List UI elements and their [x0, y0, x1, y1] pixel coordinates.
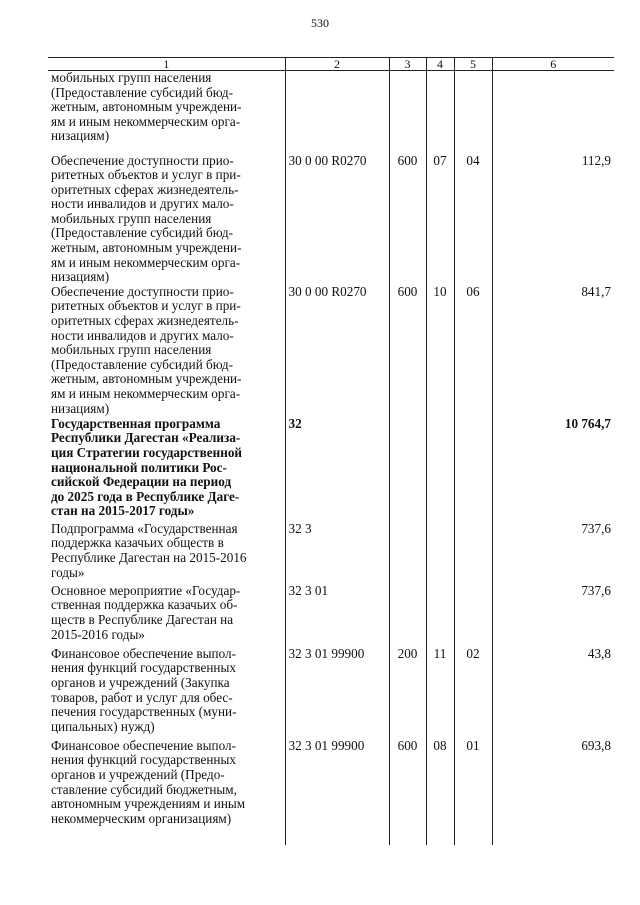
description-line: низациям) [51, 400, 110, 416]
amount-value: 737,6 [492, 584, 614, 647]
description-line: ственная поддержка казачьих об- [51, 597, 238, 613]
subsection-code: 01 [454, 739, 492, 845]
description-line: ципальных) нужд) [51, 718, 155, 734]
description-line: сийской Федерации на период [51, 474, 232, 490]
description-line: стан на 2015-2017 годы» [51, 503, 195, 519]
amount-value: 112,9 [492, 154, 614, 285]
expense-type-code [389, 522, 426, 584]
amount-value: 693,8 [492, 739, 614, 845]
table-row [48, 584, 614, 647]
expense-type-code [389, 417, 426, 522]
row-description [48, 417, 285, 522]
target-article-code: 32 [285, 417, 389, 522]
description-line: печения государственных (муни- [51, 704, 237, 720]
description-line: мобильных групп населения [51, 210, 212, 226]
section-code [426, 417, 454, 522]
amount-value: 43,8 [492, 647, 614, 739]
description-line: 2015-2016 годы» [51, 626, 145, 642]
description-line: (Предоставление субсидий бюд- [51, 84, 234, 100]
section-code [426, 584, 454, 647]
row-description [48, 647, 285, 739]
section-code: 08 [426, 739, 454, 845]
subsection-code: 02 [454, 647, 492, 739]
description-line: поддержка казачьих обществ в [51, 535, 224, 551]
description-line: мобильных групп населения [51, 70, 212, 85]
description-line: Финансовое обеспечение выпол- [51, 645, 236, 661]
description-line: низациям) [51, 128, 110, 144]
subsection-code [454, 71, 492, 154]
row-description [48, 285, 285, 417]
section-code: 10 [426, 285, 454, 417]
amount-value [492, 71, 614, 154]
description-line: товаров, работ и услуг для обес- [51, 689, 233, 705]
amount-value: 841,7 [492, 285, 614, 417]
description-line: национальной политики Рос- [51, 459, 227, 475]
expense-type-code: 600 [389, 154, 426, 285]
section-code [426, 71, 454, 154]
description-line: ности инвалидов и других мало- [51, 196, 234, 212]
expense-type-code [389, 71, 426, 154]
target-article-code: 32 3 01 99900 [285, 739, 389, 845]
description-line: Обеспечение доступности прио- [51, 283, 234, 299]
description-line: ям и иным некоммерческим орга- [51, 254, 241, 270]
page-number: 530 [311, 16, 329, 30]
description-line: жетным, автономным учреждени- [51, 240, 242, 256]
description-line: нения функций государственных [51, 660, 236, 676]
table-row [48, 285, 614, 417]
description-line: до 2025 года в Республике Даге- [51, 488, 240, 504]
section-code [426, 522, 454, 584]
section-code: 07 [426, 154, 454, 285]
target-article-code: 32 3 01 [285, 584, 389, 647]
description-line: ритетных объектов и услуг в при- [51, 298, 241, 314]
column-header-row [48, 58, 614, 71]
column-header: 1 [48, 58, 285, 71]
description-line: Обеспечение доступности прио- [51, 152, 234, 168]
description-line: ция Стратегии государственной [51, 445, 243, 461]
column-header: 6 [492, 58, 614, 71]
row-description [48, 584, 285, 647]
amount-value: 737,6 [492, 522, 614, 584]
description-line: мобильных групп населения [51, 342, 212, 358]
description-line: Государственная программа [51, 415, 221, 431]
row-description [48, 71, 285, 154]
expense-type-code: 600 [389, 739, 426, 845]
table-row [48, 647, 614, 739]
subsection-code: 06 [454, 285, 492, 417]
table-row [48, 522, 614, 584]
description-line: оритетных сферах жизнедеятель- [51, 313, 239, 329]
table-row [48, 154, 614, 285]
row-description [48, 522, 285, 584]
description-line: оритетных сферах жизнедеятель- [51, 181, 239, 197]
column-header: 3 [389, 58, 426, 71]
subsection-code [454, 417, 492, 522]
row-description [48, 739, 285, 845]
target-article-code: 30 0 00 R0270 [285, 285, 389, 417]
target-article-code: 32 3 [285, 522, 389, 584]
description-line: ности инвалидов и других мало- [51, 327, 234, 343]
description-line: (Предоставление субсидий бюд- [51, 225, 234, 241]
description-line: некоммерческим организациям) [51, 810, 232, 826]
table-row [48, 739, 614, 845]
budget-table [48, 57, 614, 845]
description-line: нения функций государственных [51, 752, 236, 768]
description-line: Республике Дагестан на 2015-2016 [51, 550, 247, 566]
description-line: ставление субсидий бюджетным, [51, 781, 237, 797]
expense-type-code [389, 584, 426, 647]
description-line: ям и иным некоммерческим орга- [51, 386, 241, 401]
description-line: жетным, автономным учреждени- [51, 99, 242, 115]
description-line: ществ в Республике Дагестан на [51, 612, 234, 628]
description-line: органов и учреждений (Закупка [51, 675, 230, 691]
column-header: 4 [426, 58, 454, 71]
target-article-code: 32 3 01 99900 [285, 647, 389, 739]
description-line: Финансовое обеспечение выпол- [51, 737, 236, 753]
description-line: жетным, автономным учреждени- [51, 371, 242, 387]
column-header: 5 [454, 58, 492, 71]
description-line: ям и иным некоммерческим орга- [51, 113, 241, 129]
subsection-code [454, 584, 492, 647]
table-row [48, 417, 614, 522]
description-line: органов и учреждений (Предо- [51, 767, 225, 783]
section-code: 11 [426, 647, 454, 739]
description-line: годы» [51, 564, 85, 580]
table-row [48, 71, 614, 154]
target-article-code [285, 71, 389, 154]
description-line: автономным учреждениям и иным [51, 796, 246, 812]
subsection-code: 04 [454, 154, 492, 285]
row-description [48, 154, 285, 285]
amount-value: 10 764,7 [492, 417, 614, 522]
subsection-code [454, 522, 492, 584]
description-line: ритетных объектов и услуг в при- [51, 167, 241, 183]
target-article-code: 30 0 00 R0270 [285, 154, 389, 285]
description-line: Республики Дагестан «Реализа- [51, 430, 241, 446]
expense-type-code: 600 [389, 285, 426, 417]
expense-type-code: 200 [389, 647, 426, 739]
description-line: (Предоставление субсидий бюд- [51, 356, 234, 372]
description-line: Подпрограмма «Государственная [51, 520, 238, 536]
description-line: Основное мероприятие «Государ- [51, 582, 241, 598]
description-line: низациям) [51, 269, 110, 285]
column-header: 2 [285, 58, 389, 71]
